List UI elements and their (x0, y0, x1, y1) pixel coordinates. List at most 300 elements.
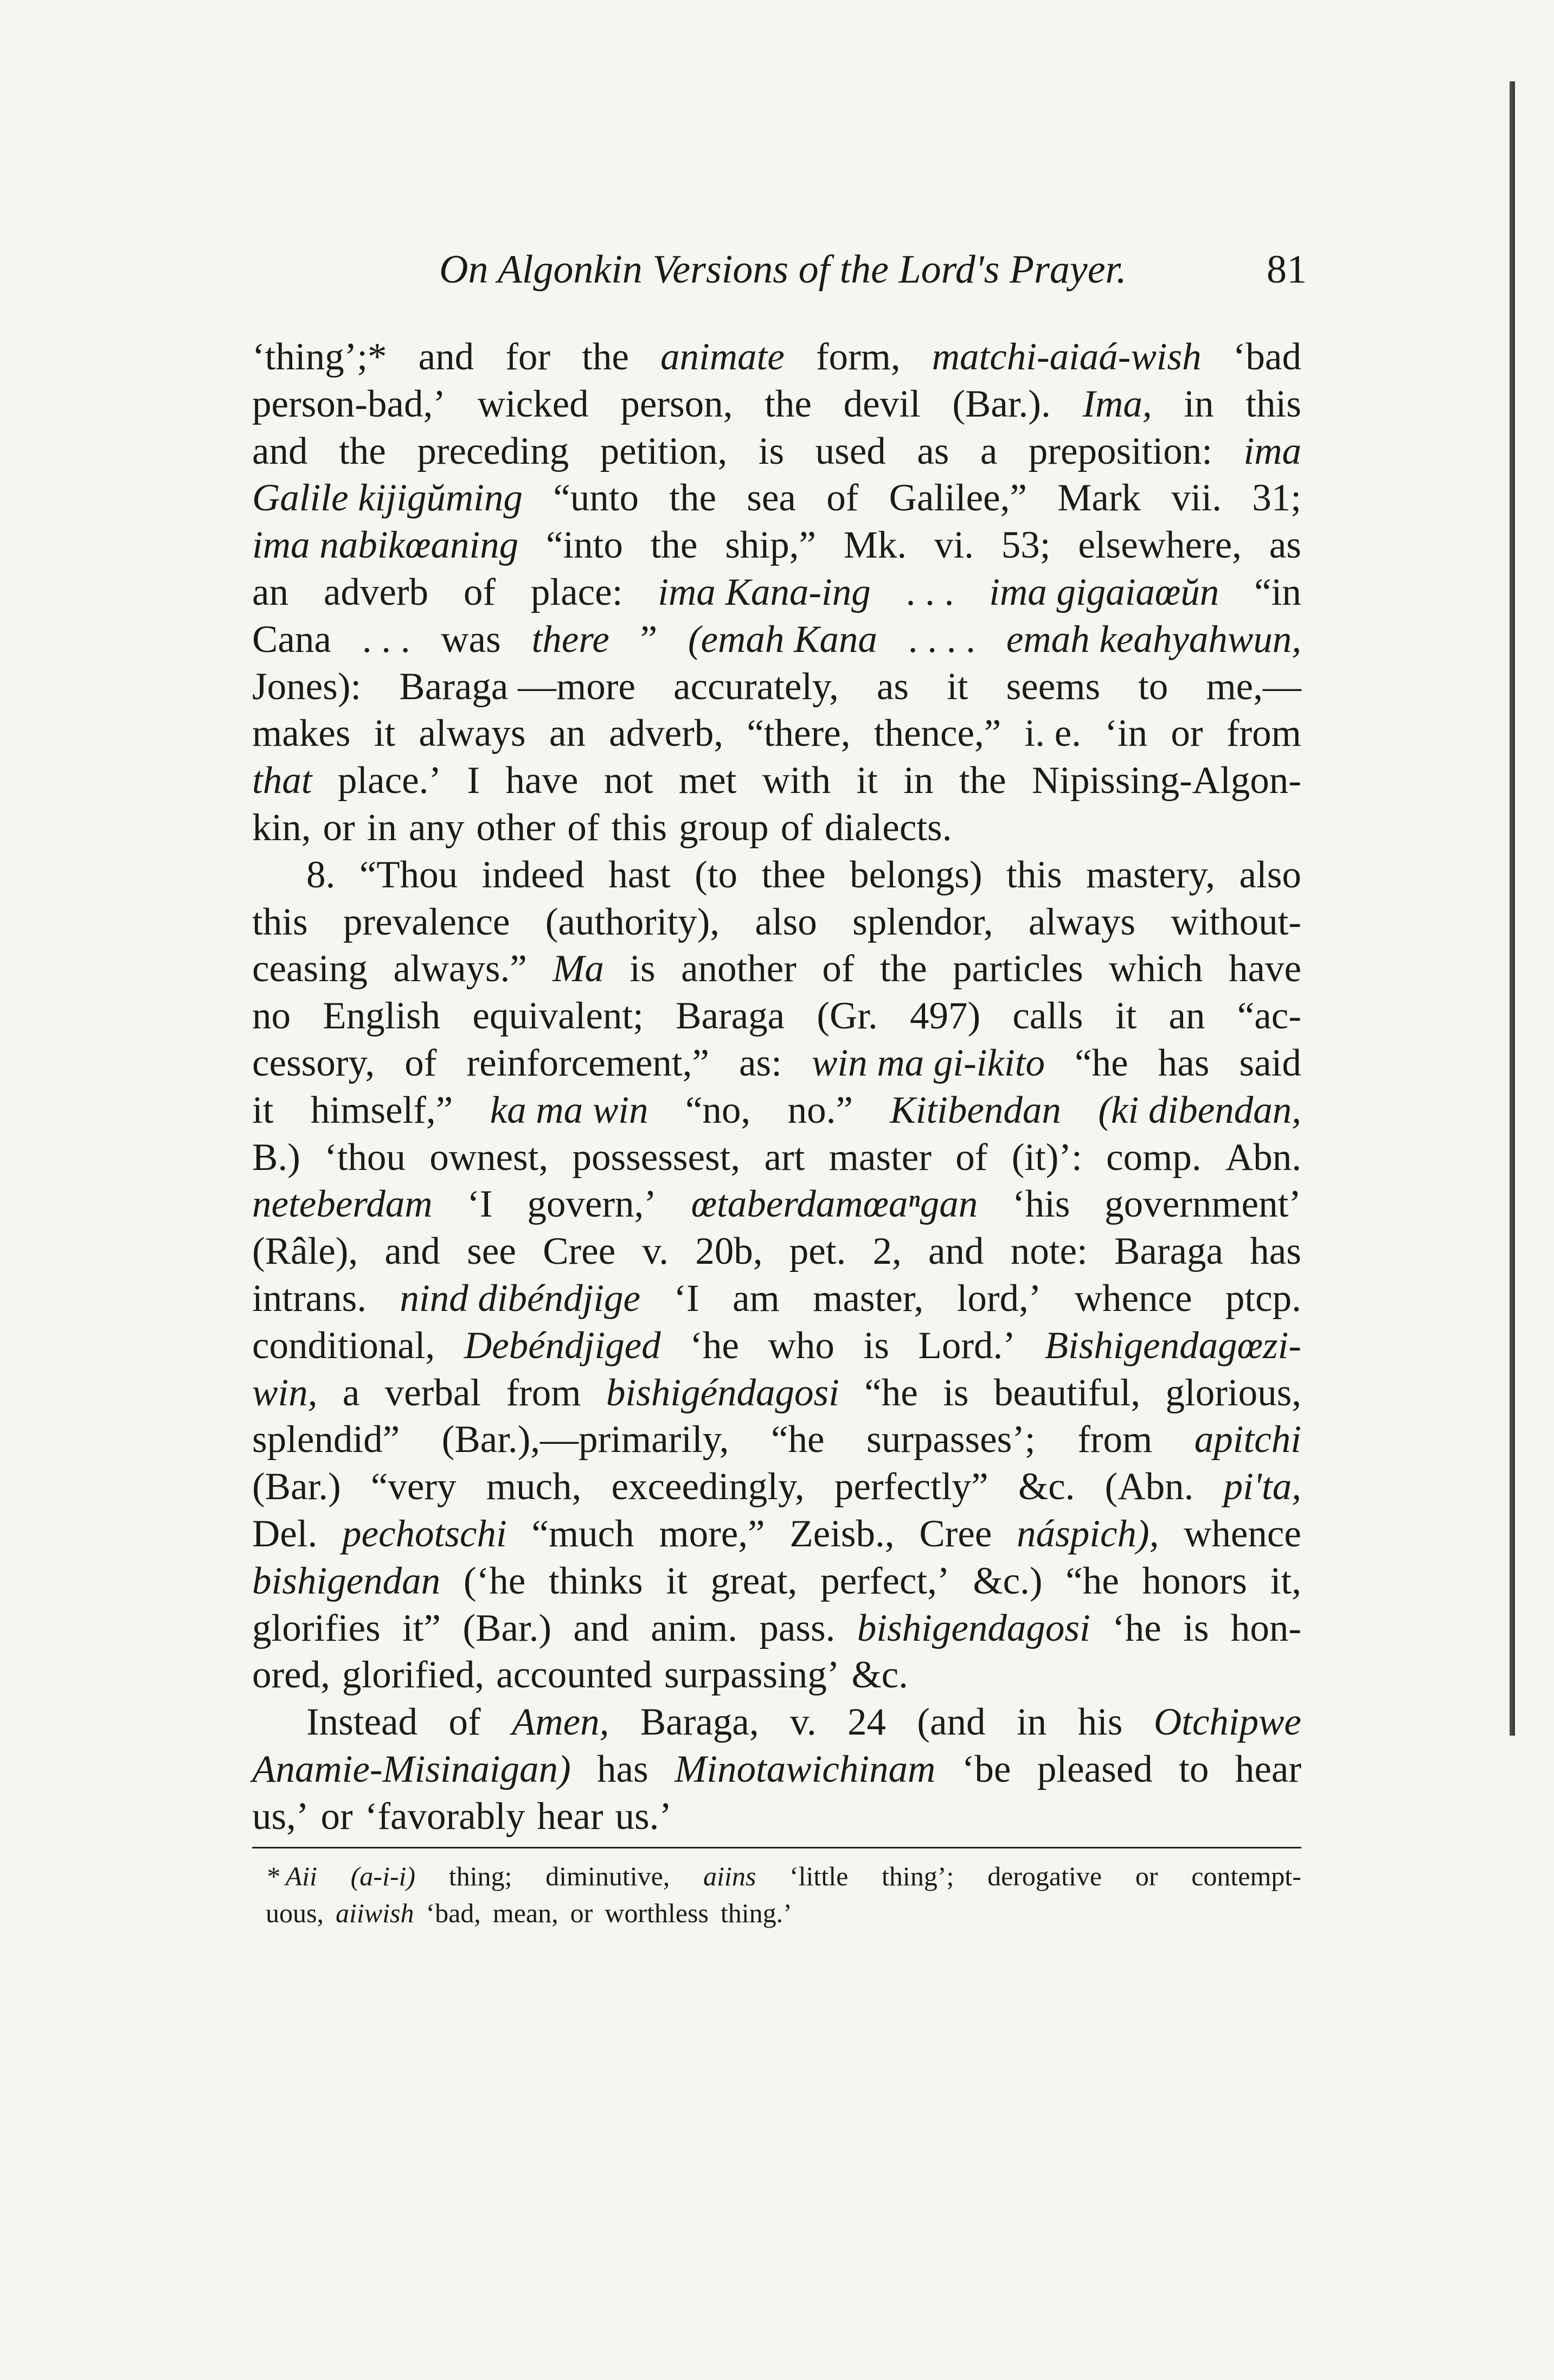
word: Mark (1057, 477, 1141, 520)
text-line (252, 475, 1301, 522)
word: who (768, 1324, 834, 1367)
word: Mk. (843, 524, 907, 567)
word: conditional, (252, 1324, 435, 1367)
word: Instead (306, 1701, 418, 1744)
word: honors (1142, 1559, 1247, 1602)
word: Debéndjiged (464, 1324, 661, 1367)
word: náspich), (1017, 1512, 1159, 1555)
word: (Râle), (252, 1230, 358, 1273)
word: hear (537, 1795, 603, 1838)
word: it” (402, 1607, 441, 1649)
word: master (829, 1136, 932, 1179)
word: thing’; (882, 1861, 954, 1891)
word: that (252, 759, 312, 802)
word: us.’ (615, 1795, 672, 1838)
word: English (323, 995, 441, 1038)
page-number: 81 (1267, 247, 1307, 292)
word: (ki dibendan, (1098, 1089, 1301, 1131)
word: see (467, 1230, 516, 1273)
word: from (1077, 1418, 1153, 1461)
word: always (1028, 900, 1136, 943)
text-line (252, 1322, 1301, 1370)
word: group (679, 806, 769, 849)
word: Abn. (1225, 1136, 1301, 1179)
word: in (367, 806, 397, 849)
word: wicked (477, 382, 589, 425)
word: an (549, 712, 586, 755)
word: is (758, 430, 785, 472)
word: “he (864, 1371, 918, 1414)
word: and (418, 336, 474, 378)
text-line (252, 804, 1301, 852)
word: it (856, 759, 878, 802)
word: as (917, 430, 949, 472)
word: Del. (252, 1512, 318, 1555)
text-line (252, 1134, 1301, 1181)
word: us,’ (252, 1795, 309, 1838)
text-line (252, 1087, 1301, 1134)
word: Baraga, (640, 1701, 759, 1744)
word: derogative (987, 1861, 1102, 1891)
word: comp. (1106, 1136, 1202, 1179)
text-line (252, 899, 1301, 946)
word: his (1077, 1701, 1123, 1744)
word: as: (739, 1041, 782, 1084)
word: (Bar.). (952, 382, 1051, 425)
word: 497) (910, 995, 981, 1038)
word: Amen, (511, 1701, 609, 1744)
word: of (822, 948, 855, 990)
word: (emah Kana (688, 618, 877, 661)
word: adverb (323, 571, 429, 613)
word: pi'ta, (1223, 1466, 1301, 1508)
word: petition, (600, 430, 728, 472)
word: &c. (1018, 1466, 1075, 1508)
word: and (573, 1607, 629, 1649)
word: note: (1010, 1230, 1088, 1273)
word: with (762, 759, 831, 802)
word: art (764, 1136, 805, 1179)
word: “he (1065, 1559, 1119, 1602)
word: said (1239, 1041, 1301, 1084)
word: mastery, (1086, 853, 1216, 896)
word: 2, (872, 1230, 902, 1273)
word: belongs) (850, 853, 983, 896)
word: preceding (417, 430, 569, 472)
word: win ma gi-ikito (812, 1041, 1045, 1084)
word: in (1184, 382, 1214, 425)
word: Nipissing-Algon- (1031, 759, 1301, 802)
word: ‘bad (1232, 336, 1301, 378)
word: without- (1171, 900, 1301, 943)
word: this (252, 900, 308, 943)
word: ima Kana-ing (658, 571, 871, 613)
word: from (506, 1371, 581, 1414)
word: Anamie-Misinaigan) (252, 1748, 571, 1790)
word: this (1006, 853, 1062, 896)
word: or (320, 1795, 353, 1838)
word: of (463, 571, 496, 613)
word: it (666, 1559, 688, 1602)
word: bishigendan (252, 1559, 441, 1602)
word: person, (620, 382, 733, 425)
word: always.” (393, 948, 527, 990)
text-line (252, 1793, 1301, 1840)
word: Galile kijigŭming (252, 477, 523, 520)
word: thee (761, 853, 826, 896)
word: reinforcement,” (466, 1041, 709, 1084)
word: “there, (747, 712, 851, 755)
word: used (815, 430, 886, 472)
word: (Abn. (1105, 1466, 1194, 1508)
word: also (1239, 853, 1301, 896)
word: bishigendagosi (857, 1607, 1090, 1649)
word: whence (1074, 1277, 1192, 1320)
word: indeed (481, 853, 585, 896)
word: glorious, (1165, 1371, 1301, 1414)
word: thinks (549, 1559, 643, 1602)
text-line (252, 993, 1301, 1040)
word: as (1269, 524, 1301, 567)
word: hon- (1230, 1607, 1301, 1649)
word: . . . (906, 571, 954, 613)
word: is (863, 1324, 889, 1367)
text-line (252, 710, 1301, 757)
word: equivalent; (472, 995, 644, 1038)
word: Jones): (252, 665, 362, 708)
word: in (903, 759, 934, 802)
text-line (252, 1558, 1301, 1605)
word: Baraga (1114, 1230, 1224, 1273)
word: from (1226, 712, 1301, 755)
word: cessory, (252, 1041, 375, 1084)
word: and (252, 430, 308, 472)
word: as (876, 665, 909, 708)
word: (Gr. (817, 995, 878, 1038)
word: am (733, 1277, 780, 1320)
word: an (252, 571, 289, 613)
word: it (1115, 995, 1137, 1038)
word: dialects. (824, 806, 952, 849)
word: the (959, 759, 1006, 802)
word: this (1245, 382, 1301, 425)
word: intrans. (252, 1277, 367, 1320)
word: (a-i-i) (350, 1861, 416, 1891)
word: kin, (252, 806, 311, 849)
word: of (448, 1701, 481, 1744)
word: (‘he (463, 1559, 526, 1602)
word: no (252, 995, 291, 1038)
word: hast (608, 853, 671, 896)
word: to (1179, 1748, 1209, 1790)
text-line (252, 1463, 1301, 1511)
word: Galilee,” (889, 477, 1027, 520)
word: Ima, (1082, 382, 1152, 425)
word: accurately, (673, 665, 839, 708)
text-line (252, 1275, 1301, 1322)
word: the (338, 430, 386, 472)
word: government’ (1105, 1183, 1301, 1226)
word: or (323, 806, 355, 849)
word: beautiful, (993, 1371, 1141, 1414)
word: verbal (384, 1371, 481, 1414)
word: ” (640, 618, 658, 661)
word: . . . . (908, 618, 975, 661)
word: have (505, 759, 579, 802)
word: “very (370, 1466, 457, 1508)
word: anim. (651, 1607, 737, 1649)
word: or (570, 1898, 593, 1928)
word: ored, (252, 1654, 330, 1697)
word: the (582, 336, 629, 378)
word: . . . (362, 618, 410, 661)
text-line (252, 1181, 1301, 1228)
word: i. e. (1024, 712, 1082, 755)
word: pass. (759, 1607, 836, 1649)
word: “unto (553, 477, 639, 520)
word: to (1138, 665, 1168, 708)
word: win, (252, 1371, 318, 1414)
word: accounted (496, 1654, 652, 1697)
word: 31; (1252, 477, 1301, 520)
word: a (342, 1371, 360, 1414)
word: any (408, 806, 465, 849)
text-line (252, 381, 1301, 428)
body-text (252, 334, 1301, 1840)
word: glorified, (342, 1654, 485, 1697)
word: ‘he (690, 1324, 739, 1367)
word: v. (642, 1230, 669, 1273)
word: perfect,’ (820, 1559, 950, 1602)
word: of (404, 1041, 437, 1084)
word: * Aii (266, 1861, 317, 1891)
word: of (780, 806, 813, 849)
word: ptcp. (1225, 1277, 1301, 1320)
word: other (476, 806, 556, 849)
word: of (826, 477, 859, 520)
word: “in (1254, 571, 1301, 613)
word: aiins (703, 1861, 756, 1891)
word: (Bar.),—primarily, (441, 1418, 729, 1461)
word: thence,” (874, 712, 1001, 755)
word: it (374, 712, 396, 755)
word: the (765, 382, 812, 425)
word: 53; (1001, 524, 1051, 567)
word: nind dibéndjige (400, 1277, 641, 1320)
word: great, (710, 1559, 798, 1602)
word: a (980, 430, 998, 472)
word: particles (953, 948, 1083, 990)
word: and (384, 1230, 440, 1273)
word: has (597, 1748, 648, 1790)
word: devil (843, 382, 921, 425)
word: “no, (685, 1089, 751, 1131)
word: seems (1006, 665, 1101, 708)
word: 24 (847, 1701, 886, 1744)
word: ‘in (1105, 712, 1148, 755)
word: also (755, 900, 817, 943)
word: the (669, 477, 716, 520)
word: or (1135, 1861, 1158, 1891)
word: ima (1243, 430, 1301, 472)
word: pechotschi (342, 1512, 507, 1555)
text-line (252, 1746, 1301, 1793)
text-line (252, 1416, 1301, 1463)
word: bishigéndagosi (606, 1371, 839, 1414)
word: 8. (306, 853, 336, 896)
word: there (531, 618, 609, 661)
word: was (441, 618, 501, 661)
word: Lord.’ (918, 1324, 1016, 1367)
word: no.” (787, 1089, 853, 1131)
footnote-rule (252, 1847, 1301, 1848)
word: lord,’ (956, 1277, 1042, 1320)
text-line (252, 616, 1301, 663)
page-edge-shadow (1510, 81, 1515, 1736)
word: place.’ (337, 759, 441, 802)
word: it, (1270, 1559, 1301, 1602)
word: Zeisb., (789, 1512, 895, 1555)
word: place: (530, 571, 623, 613)
word: Baraga (676, 995, 785, 1038)
word: mean, (492, 1898, 558, 1928)
word: apitchi (1194, 1418, 1301, 1461)
word: perfectly” (834, 1466, 988, 1508)
text-line (252, 1605, 1301, 1652)
word: form, (815, 336, 901, 378)
word: neteberdam (252, 1183, 433, 1226)
word: ‘I (673, 1277, 699, 1320)
word: diminutive, (545, 1861, 670, 1891)
word: is (630, 948, 656, 990)
word: for (505, 336, 550, 378)
word: it (252, 1089, 274, 1131)
word: in (1016, 1701, 1047, 1744)
word: (and (917, 1701, 986, 1744)
word: makes (252, 712, 351, 755)
word: which (1109, 948, 1203, 990)
word: ownest, (429, 1136, 549, 1179)
word: ceasing (252, 948, 368, 990)
word: vi. (934, 524, 974, 567)
word: I (467, 759, 480, 802)
word: (to (695, 853, 737, 896)
word: preposition: (1028, 430, 1212, 472)
word: Otchipwe (1153, 1701, 1301, 1744)
word: it (947, 665, 968, 708)
word: have (1228, 948, 1301, 990)
word: the (650, 524, 698, 567)
word: 20b, (695, 1230, 763, 1273)
word: of (567, 806, 600, 849)
word: ‘I (467, 1183, 493, 1226)
word: ka ma win (490, 1089, 648, 1131)
word: uous, (266, 1898, 324, 1928)
word: ‘thou (324, 1136, 406, 1179)
text-line (252, 757, 1301, 804)
word: not (603, 759, 653, 802)
text-line (252, 1228, 1301, 1275)
word: Ma (553, 948, 604, 990)
word: œtaberdamœaⁿgan (691, 1183, 978, 1226)
word: “he (770, 1418, 825, 1461)
word: ‘bad, (426, 1898, 481, 1928)
word: possessest, (572, 1136, 741, 1179)
word: himself,” (310, 1089, 453, 1131)
word: pet. (789, 1230, 846, 1273)
word: splendid” (252, 1418, 400, 1461)
word: (authority), (545, 900, 720, 943)
footnote-line (266, 1858, 1301, 1895)
word: this (611, 806, 667, 849)
word: ima nabikœaning (252, 524, 519, 567)
word: is (943, 1371, 969, 1414)
word: animate (660, 336, 785, 378)
word: vii. (1171, 477, 1222, 520)
word: ‘favorably (364, 1795, 525, 1838)
text-line (252, 1511, 1301, 1558)
word: aiiwish (335, 1898, 414, 1928)
word: and (928, 1230, 984, 1273)
word: “he (1075, 1041, 1128, 1084)
word: Baraga —more (399, 665, 635, 708)
word: splendor, (852, 900, 993, 943)
word: surpassing’ (664, 1654, 840, 1697)
word: more,” (659, 1512, 765, 1555)
word: surpasses’; (866, 1418, 1036, 1461)
word: worthless (605, 1898, 709, 1928)
word: (Bar.) (252, 1466, 341, 1508)
text-line (252, 334, 1301, 381)
word: ‘his (1012, 1183, 1070, 1226)
word: glorifies (252, 1607, 381, 1649)
word: hear (1235, 1748, 1301, 1790)
word: thing; (448, 1861, 512, 1891)
text-line (252, 522, 1301, 569)
running-title: On Algonkin Versions of the Lord's Prayer. (439, 247, 1127, 292)
word: thing.’ (720, 1898, 792, 1928)
text-line (252, 1370, 1301, 1417)
word: matchi-aiaá-wish (932, 336, 1202, 378)
word: has (1158, 1041, 1210, 1084)
word: “Thou (359, 853, 458, 896)
word: the (879, 948, 927, 990)
footnote (266, 1858, 1301, 1931)
word: of (955, 1136, 988, 1179)
word: &c. (851, 1654, 908, 1697)
word: “into (545, 524, 623, 567)
word: Cree (919, 1512, 992, 1555)
text-line (252, 1652, 1301, 1699)
text-line (252, 852, 1301, 899)
word: whence (1184, 1512, 1301, 1555)
text-line (252, 1699, 1301, 1746)
word: ‘thing’;* (252, 336, 387, 378)
word: sea (747, 477, 796, 520)
word: an (1168, 995, 1205, 1038)
word: always (419, 712, 526, 755)
word: another (681, 948, 797, 990)
text-line (252, 663, 1301, 711)
word: ‘little (789, 1861, 849, 1891)
word: Bishigendagœzi- (1044, 1324, 1301, 1367)
word: calls (1012, 995, 1083, 1038)
word: B.) (252, 1136, 300, 1179)
word: v. (789, 1701, 817, 1744)
word: ship,” (725, 524, 816, 567)
word: met (678, 759, 737, 802)
text-line (252, 1040, 1301, 1087)
